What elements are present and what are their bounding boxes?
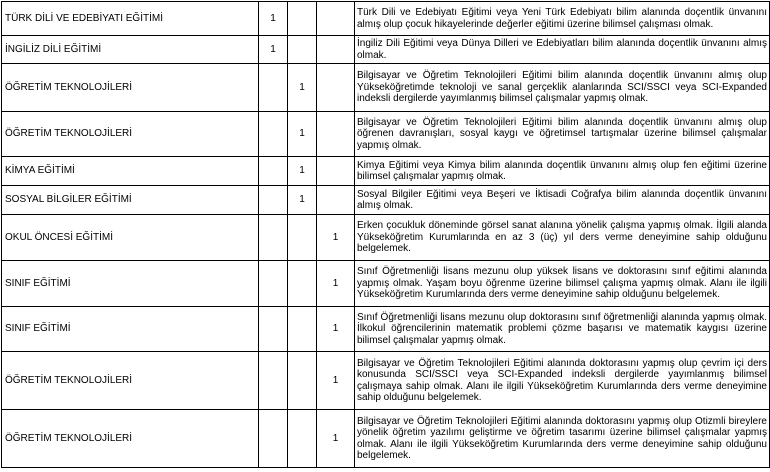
assistant-professor-count-cell xyxy=(317,186,355,215)
requirement-cell: Erken çocukluk döneminde görsel sanat alanına yönelik çalışma yapmış olmak. İlgili alanda Yükseköğretim Kurumlarında en az 3 (üç) yıl ders verme deneyimine sahip olduğunu belgelemek. xyxy=(355,215,770,261)
professor-count-cell xyxy=(259,307,288,352)
table-row xyxy=(2,215,770,261)
requirement-cell: Bilgisayar ve Öğretim Teknolojileri Eğitimi bilim alanında doçentlik ünvanını almış olup Yükseköğretimde teknoloji ve sanal gerçeklik alanlarında SCI/SSCI veya SCI-Expanded indeksli dergilerde yayımlanmış bilimsel çalışmalar yapmış olmak. xyxy=(355,64,770,112)
associate-professor-count-cell: 1 xyxy=(288,64,317,112)
professor-count-cell xyxy=(259,215,288,261)
professor-count-cell xyxy=(259,64,288,112)
assistant-professor-count-cell xyxy=(317,112,355,157)
table-row xyxy=(2,352,770,410)
department-cell: ÖĞRETİM TEKNOLOJİLERİ xyxy=(2,352,259,410)
associate-professor-count-cell xyxy=(288,410,317,468)
department-cell: TÜRK DİLİ VE EDEBİYATI EĞİTİMİ xyxy=(2,2,259,36)
associate-professor-count-cell xyxy=(288,352,317,410)
assistant-professor-count-cell: 1 xyxy=(317,215,355,261)
department-cell: OKUL ÖNCESİ EĞİTİMİ xyxy=(2,215,259,261)
department-cell: İNGİLİZ DİLİ EĞİTİMİ xyxy=(2,36,259,64)
department-cell: ÖĞRETİM TEKNOLOJİLERİ xyxy=(2,410,259,468)
professor-count-cell: 1 xyxy=(259,36,288,64)
positions-table xyxy=(1,1,770,468)
department-cell: ÖĞRETİM TEKNOLOJİLERİ xyxy=(2,64,259,112)
assistant-professor-count-cell xyxy=(317,36,355,64)
requirement-cell: Kimya Eğitimi veya Kimya bilim alanında doçentlik ünvanını almış olup fen eğitimi üzerine bilimsel çalışmalar yapmış olmak. xyxy=(355,157,770,186)
associate-professor-count-cell xyxy=(288,307,317,352)
requirement-cell: Sınıf Öğretmenliği lisans mezunu olup doktorasını sınıf öğretmenliği alanında yapmış olmak. İlkokul öğrencilerinin matematik problemi çözme başarısı ve matematik kaygısı üzerine bilimsel çalışmalar yapmış olmak. xyxy=(355,307,770,352)
table-row xyxy=(2,112,770,157)
assistant-professor-count-cell: 1 xyxy=(317,352,355,410)
table-row xyxy=(2,2,770,36)
associate-professor-count-cell: 1 xyxy=(288,157,317,186)
department-cell: SINIF EĞİTİMİ xyxy=(2,307,259,352)
professor-count-cell xyxy=(259,410,288,468)
table-row xyxy=(2,36,770,64)
professor-count-cell xyxy=(259,261,288,307)
assistant-professor-count-cell: 1 xyxy=(317,410,355,468)
requirement-cell: Bilgisayar ve Öğretim Teknolojileri Eğitimi bilim alanında doçentlik ünvanını almış olup öğrenen davranışları, sosyal kaygı ve öğretimsel tartışmalar üzerine bilimsel çalışmalar yapmış olmak. xyxy=(355,112,770,157)
table-row xyxy=(2,157,770,186)
requirement-cell: Bilgisayar ve Öğretim Teknolojileri Eğitimi alanında doktorasını yapmış olup çevrim içi ders konusunda SCI/SSCI veya SCI-Expanded indeksli dergilerde yayımlanmış bilimsel çalışmaya sahip olmak. Alanı ile ilgili Yükseköğretim Kurumlarında ders verme deneyimine sahip olduğunu belgelemek. xyxy=(355,352,770,410)
assistant-professor-count-cell: 1 xyxy=(317,261,355,307)
requirement-cell: Türk Dili ve Edebiyatı Eğitimi veya Yeni Türk Edebiyatı bilim alanında doçentlik ünvanını almış olup çocuk hikayelerinde değerler eğitimi üzerine bilimsel çalışması olmak. xyxy=(355,2,770,36)
table-row xyxy=(2,261,770,307)
associate-professor-count-cell: 1 xyxy=(288,112,317,157)
associate-professor-count-cell xyxy=(288,215,317,261)
professor-count-cell: 1 xyxy=(259,2,288,36)
associate-professor-count-cell: 1 xyxy=(288,186,317,215)
associate-professor-count-cell xyxy=(288,261,317,307)
table-row xyxy=(2,186,770,215)
assistant-professor-count-cell xyxy=(317,64,355,112)
requirement-cell: Sınıf Öğretmenliği lisans mezunu olup yüksek lisans ve doktorasını sınıf eğitimi alanında yapmış olmak. Yaşam boyu öğrenme üzerine bilimsel çalışma yapmış olmak. Alanı ile ilgili Yükseköğretim Kurumlarında ders verme deneyimine sahip olduğunu belgelemek. xyxy=(355,261,770,307)
table-row xyxy=(2,307,770,352)
professor-count-cell xyxy=(259,352,288,410)
assistant-professor-count-cell: 1 xyxy=(317,307,355,352)
assistant-professor-count-cell xyxy=(317,157,355,186)
requirement-cell: İngiliz Dili Eğitimi veya Dünya Dilleri ve Edebiyatları bilim alanında doçentlik ünvanını almış olmak. xyxy=(355,36,770,64)
department-cell: SINIF EĞİTİMİ xyxy=(2,261,259,307)
department-cell: ÖĞRETİM TEKNOLOJİLERİ xyxy=(2,112,259,157)
professor-count-cell xyxy=(259,157,288,186)
associate-professor-count-cell xyxy=(288,36,317,64)
table-row xyxy=(2,64,770,112)
requirement-cell: Bilgisayar ve Öğretim Teknolojileri Eğitimi alanında doktorasını yapmış olup Otizmli bireylere yönelik öğretim yazılımı geliştirme ve öğretim tasarımı üzerine bilimsel çalışmalar yapmış olmak. Alanı ile ilgili Yükseköğretim Kurumlarında ders verme deneyimine sahip olduğunu belgelemek. xyxy=(355,410,770,468)
assistant-professor-count-cell xyxy=(317,2,355,36)
professor-count-cell xyxy=(259,112,288,157)
department-cell: KİMYA EĞİTİMİ xyxy=(2,157,259,186)
table-row xyxy=(2,410,770,468)
department-cell: SOSYAL BİLGİLER EĞİTİMİ xyxy=(2,186,259,215)
associate-professor-count-cell xyxy=(288,2,317,36)
professor-count-cell xyxy=(259,186,288,215)
requirement-cell: Sosyal Bilgiler Eğitimi veya Beşeri ve İktisadi Coğrafya bilim alanında doçentlik ünvanını almış olmak. xyxy=(355,186,770,215)
